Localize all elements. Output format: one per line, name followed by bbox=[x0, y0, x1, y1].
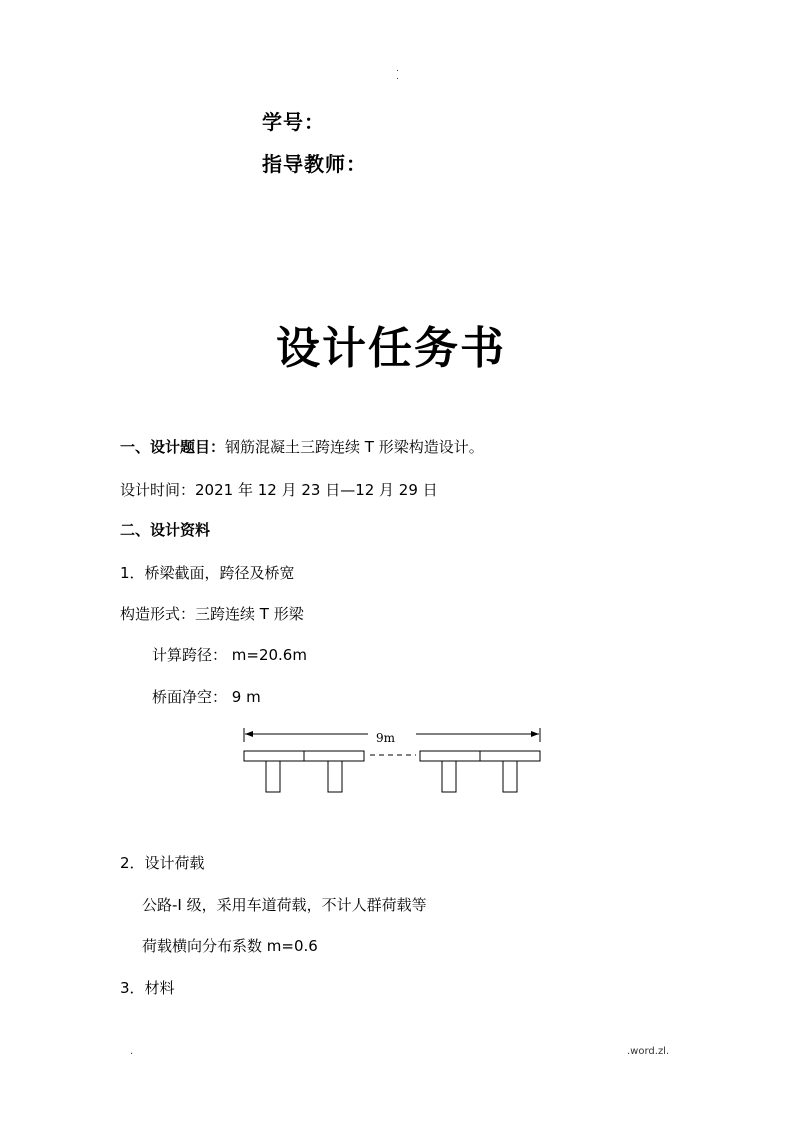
header-mark: . bbox=[396, 64, 399, 74]
dimension-arrow-left bbox=[245, 731, 253, 737]
design-time: 设计时间：2021 年 12 月 23 日—12 月 29 日 bbox=[120, 481, 438, 499]
calc-span: 计算跨径： m=20.6m bbox=[152, 646, 307, 664]
page-title: 设计任务书 bbox=[276, 323, 506, 374]
header-mark-lower: . bbox=[396, 72, 399, 82]
structure-form: 构造形式：三跨连续 T 形梁 bbox=[120, 605, 304, 623]
design-topic-label: 设计题目： bbox=[150, 438, 226, 456]
item-heading-bridge-section: 1．桥梁截面，跨径及桥宽 bbox=[120, 564, 295, 582]
student-id-label: 学号： bbox=[262, 110, 325, 134]
design-topic-value: 钢筋混凝土三跨连续 T 形梁构造设计。 bbox=[225, 438, 484, 456]
t-beam-cross-section-diagram bbox=[240, 726, 546, 798]
advisor-label: 指导教师： bbox=[262, 152, 367, 176]
design-load-text: 公路-I 级，采用车道荷载，不计人群荷载等 bbox=[142, 896, 427, 914]
item-heading-design-load: 2．设计荷载 bbox=[120, 854, 205, 872]
section-number: 一、 bbox=[120, 438, 151, 456]
dimension-label: 9m bbox=[376, 731, 396, 745]
distribution-coefficient: 荷载横向分布系数 m=0.6 bbox=[142, 937, 318, 955]
design-topic-line bbox=[120, 436, 484, 457]
footer-right-mark: .word.zl. bbox=[627, 1046, 670, 1057]
deck-clearance: 桥面净空： 9 m bbox=[152, 688, 261, 706]
section-heading-design-data: 二、设计资料 bbox=[120, 521, 211, 539]
item-heading-materials: 3．材料 bbox=[120, 979, 175, 997]
dimension-arrow-right bbox=[531, 731, 539, 737]
footer-left-mark: . bbox=[130, 1046, 134, 1057]
